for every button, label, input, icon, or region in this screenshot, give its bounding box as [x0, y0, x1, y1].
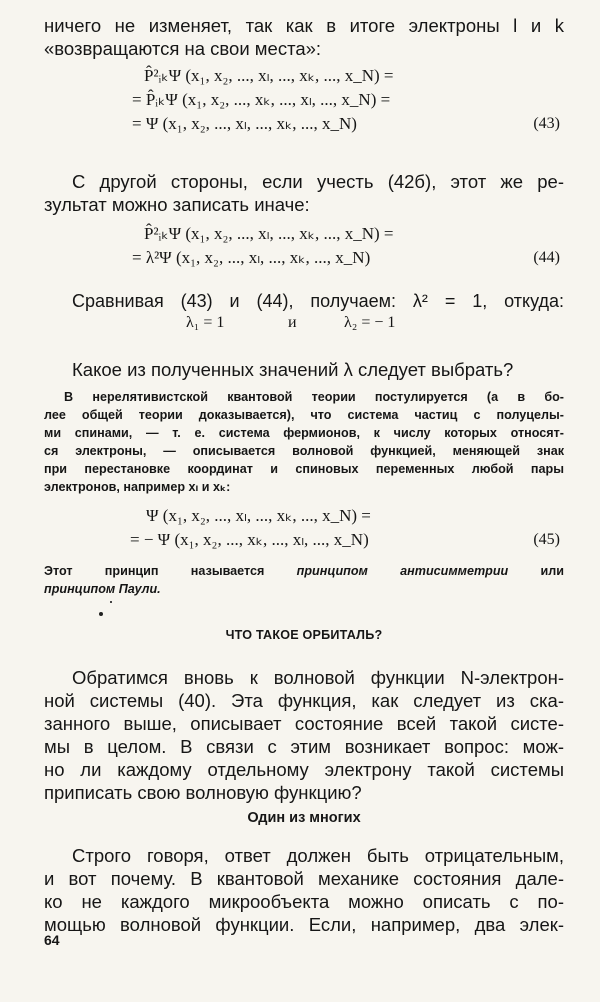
formula-line: = λ²Ψ (x₁, x₂, ..., xₗ, ..., xₖ, ..., x_N) — [132, 248, 371, 267]
text-line: приписать свою волновую функцию? — [44, 782, 362, 803]
text-line: лее общей теории доказывается), что система частиц с полуцелы- — [44, 408, 564, 422]
print-speck — [99, 612, 103, 616]
text-line: В нерелятивистской квантовой теории постулируется (а в бо- — [64, 390, 564, 404]
question: Какое из полученных значений λ следует выбрать? — [72, 359, 514, 380]
section-heading-one-of-many: Один из многих — [247, 810, 361, 826]
formula-line: P̂²ᵢₖΨ (x₁, x₂, ..., xₗ, ..., xₖ, ..., x_N) = — [144, 66, 394, 85]
text-line: мы в целом. В связи с этим возникает вопрос: мож- — [44, 736, 564, 757]
lambda-values — [44, 314, 564, 338]
print-speck — [110, 601, 112, 603]
term-pauli: принципом Паули. — [44, 582, 161, 596]
text-line: и вот почему. В квантовой механике состояния дале- — [44, 868, 564, 889]
text-line: Обратимся вновь к волновой функции N-электрон- — [72, 667, 564, 688]
text-line: зультат можно записать иначе: — [44, 194, 310, 215]
page-number: 64 — [44, 932, 60, 948]
term-antisymmetry: принципом антисимметрии — [296, 564, 509, 578]
equation-44 — [44, 222, 564, 270]
equation-number: (43) — [533, 115, 560, 132]
principle-note: Этот принцип называется принципом антисимметрии или принципом Паули. — [44, 564, 565, 596]
equation-43 — [44, 64, 564, 136]
text-line: «возвращаются на свои места»: — [44, 38, 322, 59]
formula-line: P̂²ᵢₖΨ (x₁, x₂, ..., xₗ, ..., xₖ, ..., x_N) = — [144, 224, 394, 243]
equation-number: (45) — [533, 531, 560, 548]
text-line: Строго говоря, ответ должен быть отрицательным, — [72, 845, 564, 866]
paragraph-2 — [44, 170, 564, 216]
paragraph-3 — [44, 666, 564, 804]
section-heading-orbital: ЧТО ТАКОЕ ОРБИТАЛЬ? — [225, 628, 383, 642]
lambda-2: λ₂ = − 1 — [344, 314, 396, 331]
small-print-block — [44, 388, 564, 496]
equation-number: (44) — [533, 249, 560, 266]
formula-line: Ψ (x₁, x₂, ..., xₗ, ..., xₖ, ..., x_N) = — [146, 506, 371, 525]
lambda-1: λ₁ = 1 — [186, 314, 225, 331]
text-line: при перестановке координат и спиновых переменных любой пары — [44, 462, 564, 476]
compare-line: Сравнивая (43) и (44), получаем: λ² = 1, откуда: — [72, 291, 564, 311]
paragraph-4 — [44, 844, 564, 936]
formula-line: = − Ψ (x₁, x₂, ..., xₖ, ..., xₗ, ..., x_N) — [130, 530, 369, 549]
text-line: занного выше, описывает состояние всей такой систе- — [44, 713, 564, 734]
text-line: ничего не изменяет, так как в итоге электроны l и k — [44, 15, 564, 36]
text-line: мощью волновой функции. Если, например, два элек- — [44, 914, 564, 935]
formula-line: = P̂ᵢₖΨ (x₁, x₂, ..., xₖ, ..., xₗ, ..., x_N) = — [132, 90, 391, 109]
text-line: ми спинами, — т. е. система фермионов, к числу которых относят- — [44, 426, 564, 440]
intro-paragraph — [44, 14, 564, 60]
text-line: ной системы (40). Эта функция, как следует из ска- — [44, 690, 564, 711]
text-line: ся электроны, — описывается волновой функцией, меняющей знак — [44, 444, 564, 458]
text-line: С другой стороны, если учесть (42б), этот же ре- — [72, 171, 564, 192]
formula-line: = Ψ (x₁, x₂, ..., xₗ, ..., xₖ, ..., x_N) — [132, 114, 357, 133]
text-line: ко не каждого микрообъекта можно описать с по- — [44, 891, 564, 912]
text-line: электронов, например xₗ и xₖ: — [44, 480, 231, 494]
equation-45 — [44, 504, 564, 552]
and-word: и — [288, 314, 297, 331]
text-line: но ли каждому отдельному электрону такой системы — [44, 759, 564, 780]
